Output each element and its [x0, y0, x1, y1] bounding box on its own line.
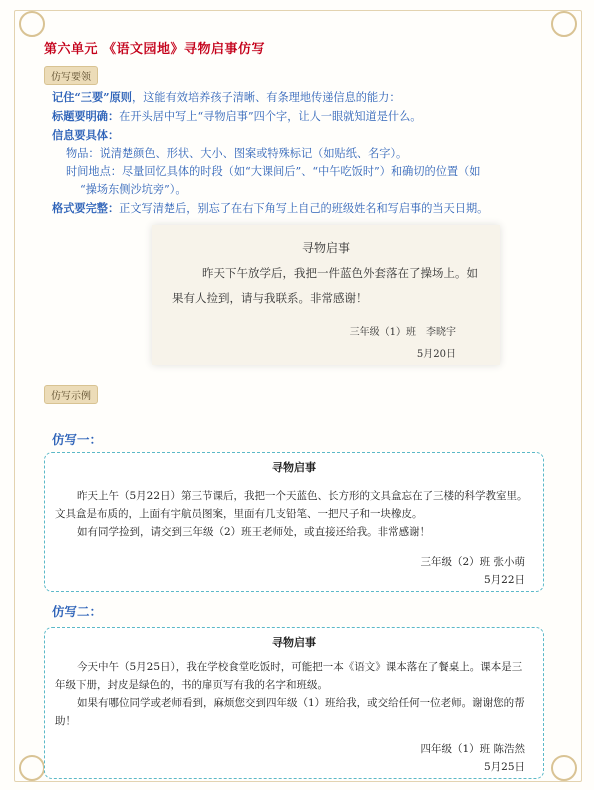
format-rule-line	[52, 199, 572, 218]
intro-text: ，这能有效培养孩子清晰、有条理地传递信息的能力：	[132, 91, 401, 104]
example-1-body	[55, 487, 531, 541]
page-title: 第六单元 《语文园地》寻物启事仿写	[44, 42, 266, 57]
sample-notice-date: 5月20日	[416, 349, 456, 360]
sample-notice-signer: 三年级（1）班 李晓宇	[349, 327, 456, 338]
corner-ornament	[19, 755, 45, 781]
sample-notice-title: 寻物启事	[301, 241, 350, 255]
example-2-title: 寻物启事	[272, 636, 316, 649]
corner-ornament	[551, 11, 577, 37]
example-2-box	[44, 627, 544, 779]
format-rule-text: 正文写清楚后，别忘了在右下角写上自己的班级姓名和写启事的当天日期。	[119, 202, 489, 215]
example-1-box	[44, 452, 544, 592]
example-2-body	[55, 658, 531, 730]
example-1-date: 5月22日	[483, 574, 525, 586]
examples-tag: 仿写示例	[44, 385, 98, 404]
title-rule-line	[52, 107, 572, 126]
example-2-label: 仿写二：	[52, 604, 103, 619]
example-1-label: 仿写一：	[52, 432, 103, 447]
example-1-paragraph-2: 如有同学捡到，请交到三年级（2）班王老师处，或直接还给我。非常感谢！	[77, 526, 431, 538]
time-line-2: “操场东侧沙坑旁”）。	[80, 183, 187, 196]
sample-notice-body: 昨天下午放学后，我把一件蓝色外套落在了操场上。如果有人捡到，请与我联系。非常感谢！	[172, 266, 478, 305]
title-rule-text: 在开头居中写上“寻物启事”四个字，让人一眼就知道是什么。	[119, 110, 422, 123]
example-2-paragraph-1: 今天中午（5月25日），我在学校食堂吃饭时，可能把一本《语文》课本落在了餐桌上。课本是三年级下册，封皮是绿色的，书的扉页写有我的名字和班级。	[55, 661, 523, 691]
info-rule-bold: 信息要具体：	[52, 128, 120, 142]
example-1-paragraph-1: 昨天上午（5月22日）第三节课后，我把一个天蓝色、长方形的文具盒忘在了三楼的科学教室里。文具盒是布质的，上面有宇航员图案，里面有几支铅笔、一把尺子和一块橡皮。	[55, 490, 528, 520]
requirements-tag: 仿写要领	[44, 66, 98, 85]
example-1-signature	[420, 553, 525, 589]
requirements-section	[52, 88, 572, 218]
intro-bold: 记住“三要”原则	[52, 90, 132, 104]
info-rule-line	[52, 126, 572, 145]
example-2-date: 5月25日	[483, 761, 525, 773]
example-2-paragraph-2: 如果有哪位同学或老师看到，麻烦您交到四年级（1）班给我，或交给任何一位老师。谢谢您的帮助！	[55, 697, 525, 727]
example-1-signer: 三年级（2）班 张小萌	[420, 556, 525, 568]
item-line: 物品：说清楚颜色、形状、大小、图案或特殊标记（如贴纸、名字）。	[66, 147, 408, 160]
time-line-1: 时间地点：尽量回忆具体的时段（如“大课间后”、“中午吃饭时”）和确切的位置（如	[66, 165, 481, 178]
example-2-signature	[420, 740, 525, 776]
intro-line	[52, 88, 572, 107]
corner-ornament	[551, 755, 577, 781]
format-rule-bold: 格式要完整：	[52, 201, 120, 215]
example-2-signer: 四年级（1）班 陈浩然	[420, 743, 525, 755]
example-1-title: 寻物启事	[272, 461, 316, 474]
corner-ornament	[19, 11, 45, 37]
sample-notice-paper	[152, 225, 500, 365]
sample-notice-signature	[350, 322, 456, 366]
title-rule-bold: 标题要明确：	[52, 109, 120, 123]
